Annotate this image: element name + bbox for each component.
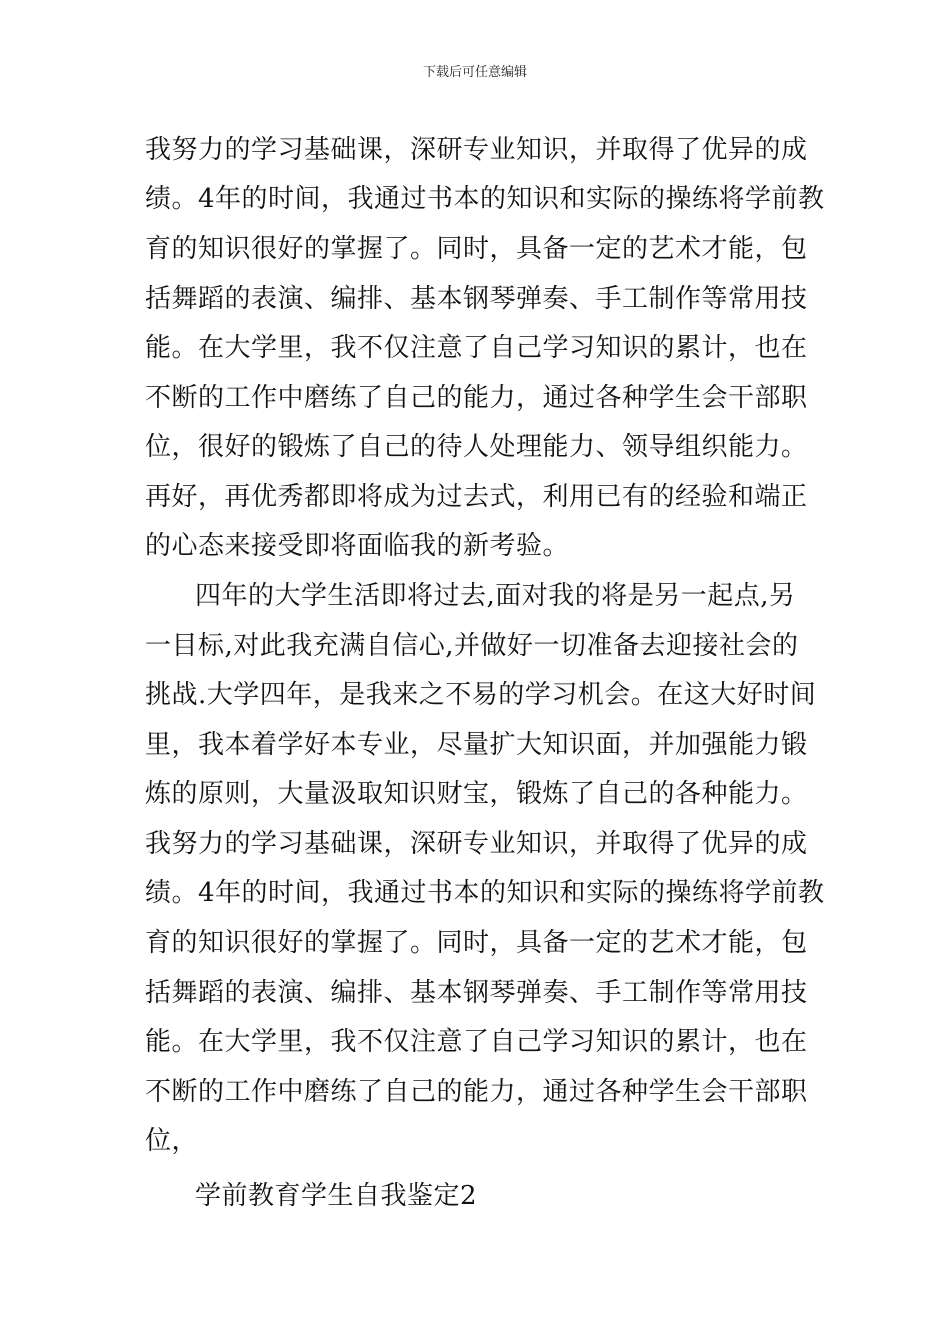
section-title: 学前教育学生自我鉴定2 (195, 1181, 478, 1211)
paragraph-line: 我努力的学习基础课，深研专业知识，并取得了优异的成 (145, 135, 808, 165)
paragraph-line: 位， (145, 1126, 199, 1156)
paragraph-line: 炼的原则，大量汲取知识财宝，锻炼了自己的各种能力。 (145, 779, 808, 809)
paragraph-line: 四年的大学生活即将过去,面对我的将是另一起点,另 (195, 581, 796, 611)
paragraph-line: 能。在大学里，我不仅注意了自己学习知识的累计，也在 (145, 1027, 808, 1057)
paragraph-line: 不断的工作中磨练了自己的能力，通过各种学生会干部职 (145, 1077, 808, 1107)
paragraph-line: 的心态来接受即将面临我的新考验。 (145, 531, 570, 561)
paragraph-line: 括舞蹈的表演、编排、基本钢琴弹奏、手工制作等常用技 (145, 978, 808, 1008)
paragraph-line: 括舞蹈的表演、编排、基本钢琴弹奏、手工制作等常用技 (145, 284, 808, 314)
paragraph-line: 绩。4年的时间，我通过书本的知识和实际的操练将学前教 (145, 878, 825, 908)
paragraph-line: 育的知识很好的掌握了。同时，具备一定的艺术才能，包 (145, 234, 808, 264)
paragraph-line: 我努力的学习基础课，深研专业知识，并取得了优异的成 (145, 829, 808, 859)
paragraph-line: 不断的工作中磨练了自己的能力，通过各种学生会干部职 (145, 383, 808, 413)
paragraph-line: 位，很好的锻炼了自己的待人处理能力、领导组织能力。 (145, 432, 808, 462)
paragraph-line: 绩。4年的时间，我通过书本的知识和实际的操练将学前教 (145, 184, 825, 214)
paragraph-line: 挑战.大学四年，是我来之不易的学习机会。在这大好时间 (145, 680, 817, 710)
paragraph-line: 育的知识很好的掌握了。同时，具备一定的艺术才能，包 (145, 928, 808, 958)
page-header: 下载后可任意编辑 (422, 65, 527, 80)
paragraph-line: 再好，再优秀都即将成为过去式，利用已有的经验和端正 (145, 482, 808, 512)
paragraph-line: 能。在大学里，我不仅注意了自己学习知识的累计，也在 (145, 333, 808, 363)
paragraph-line: 一目标,对此我充满自信心,并做好一切准备去迎接社会的 (145, 631, 799, 661)
paragraph-line: 里，我本着学好本专业，尽量扩大知识面，并加强能力锻 (145, 730, 808, 760)
